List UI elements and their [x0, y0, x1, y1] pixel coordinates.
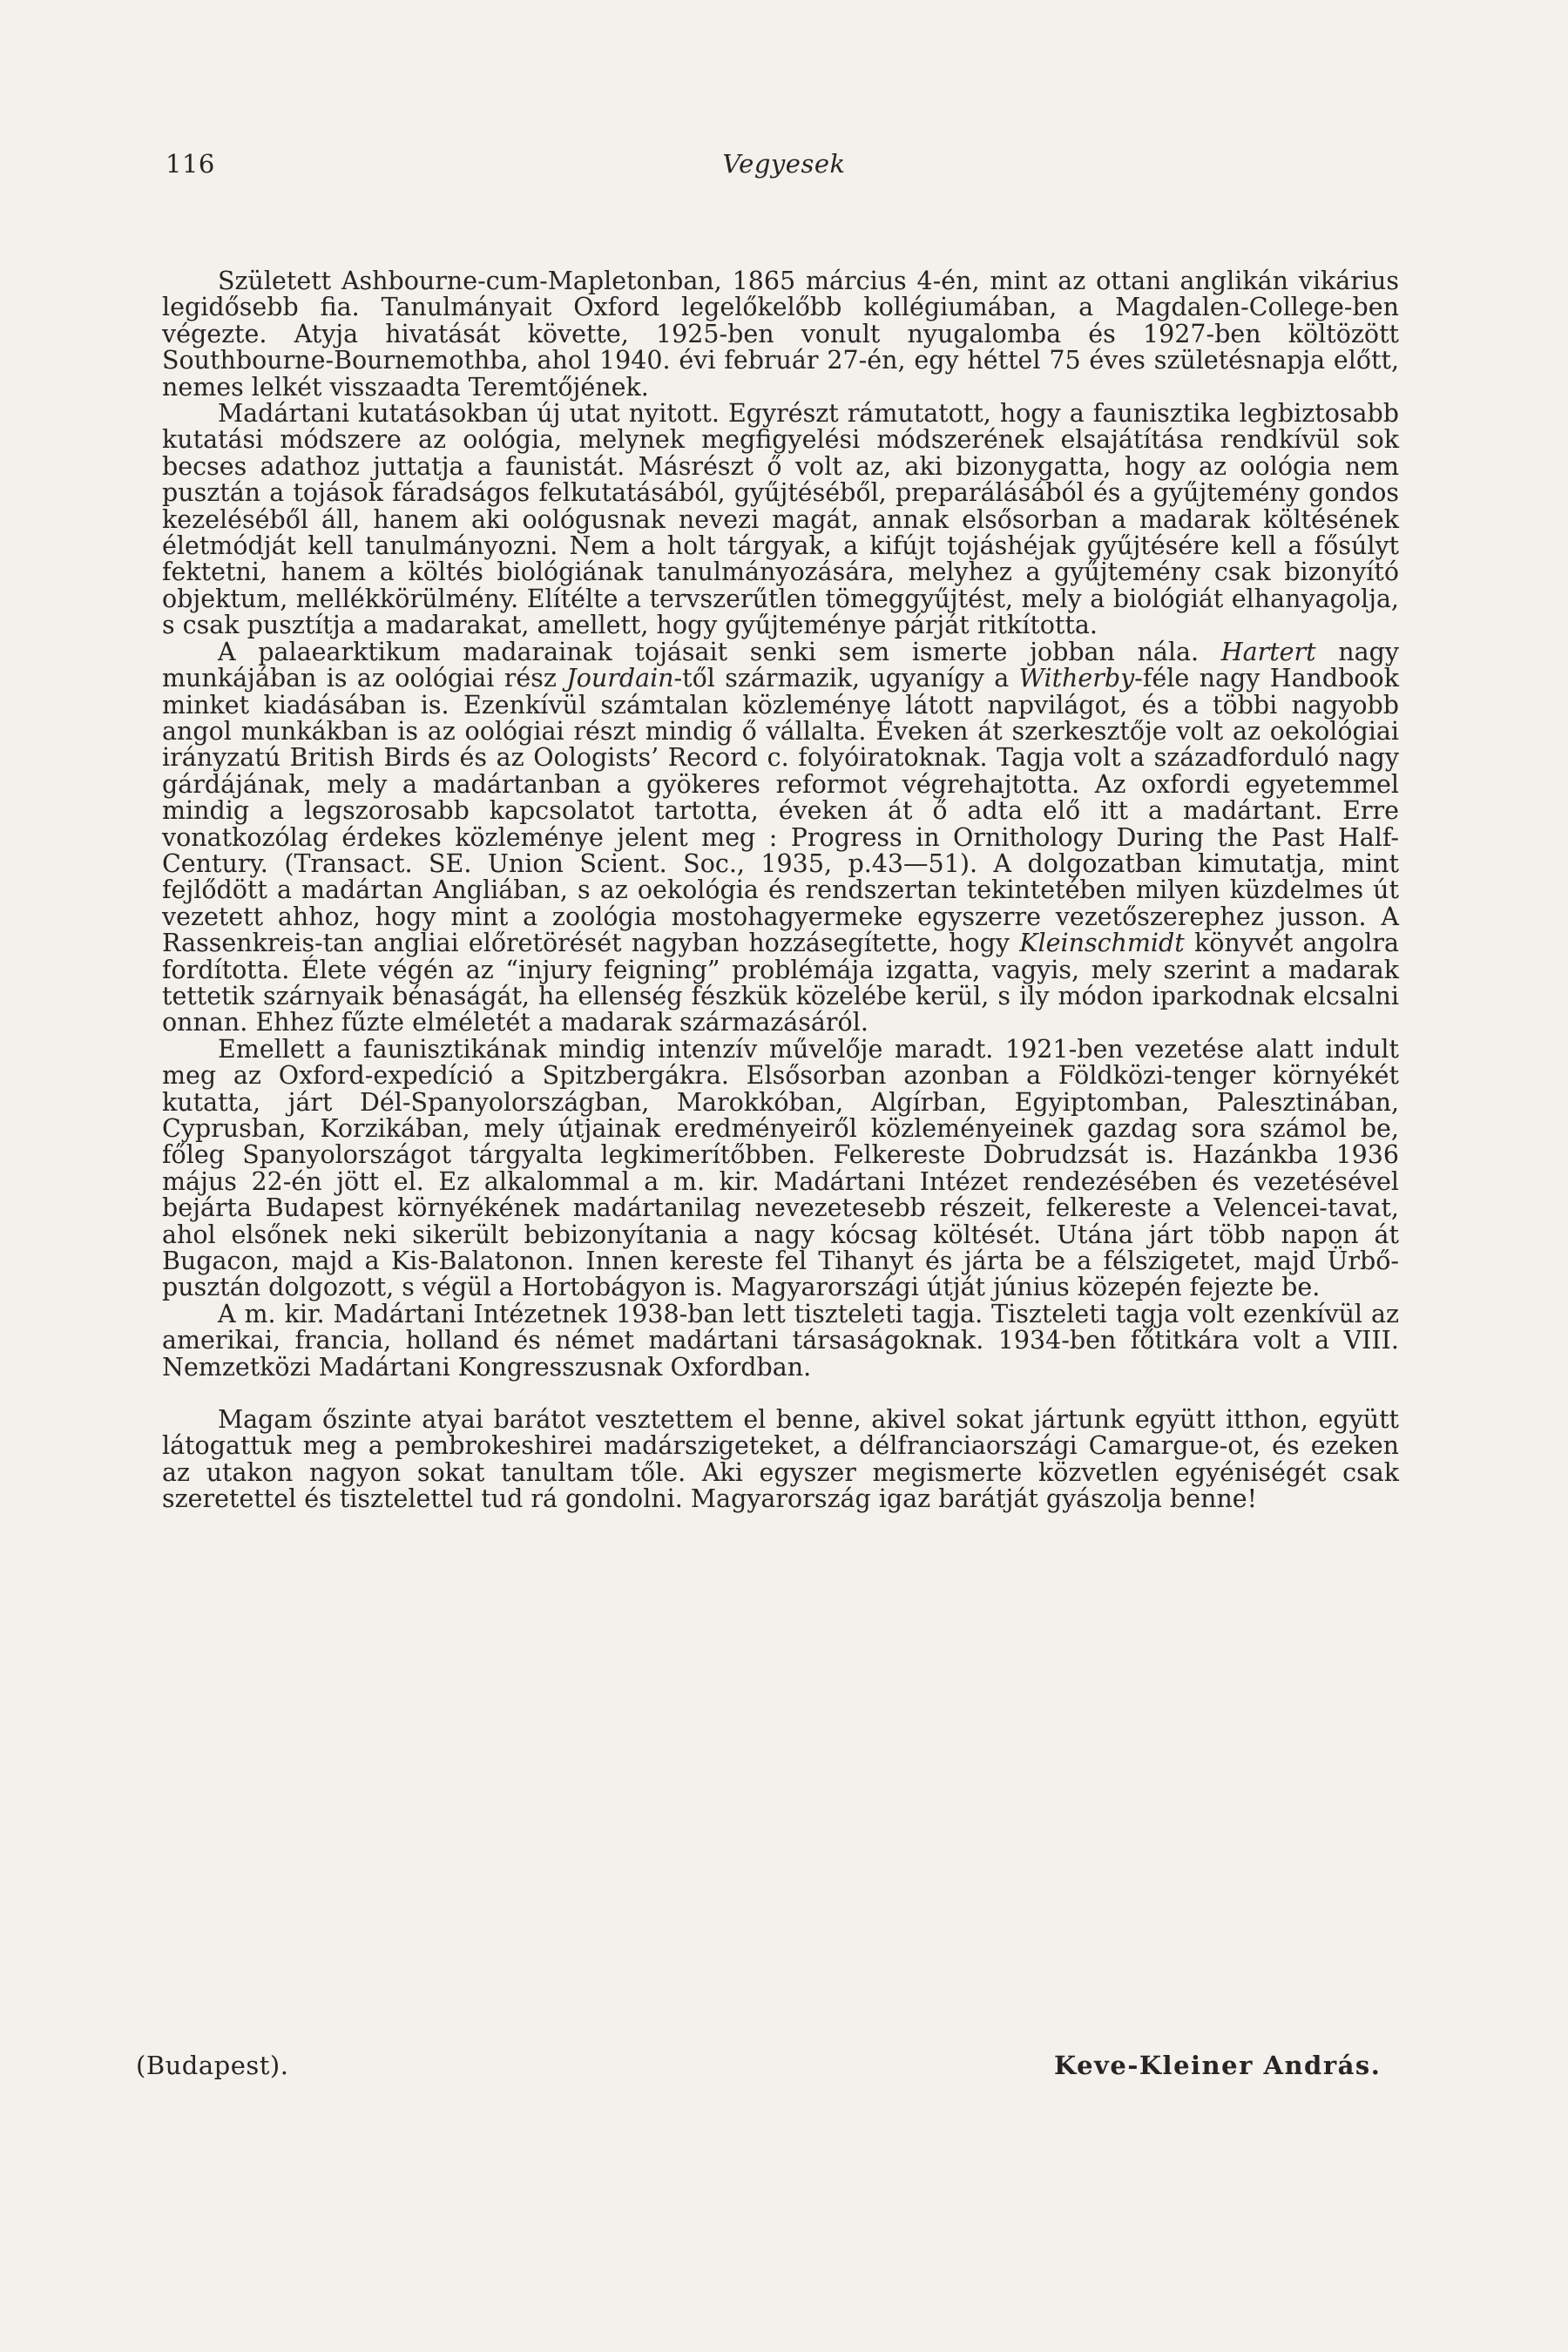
paragraph-1-text: Született Ashbourne-cum-Mapletonban, 1865 március 4-én, mint az ottani anglikán vikárius legidősebb fia. Tanulmányait Oxford legelőkelőbb kollégiumában, a Magdalen-College-ben végezte. Atyja hivatását követte, 1925-ben vonult nyugalomba és 1927-ben költözött Southbourne-Bournemothba, ahol 1940. évi február 27-én, egy héttel 75 éves születésnapja előtt, nemes lelkét visszaadta Teremtőjének.	[162, 267, 1399, 402]
paragraph-3-text: könyvét angolra fordította. Élete végén az “injury feigning” problémája izgatta, vagyis, mely szerint a madarak tettetik szárnyaik bénaságát, ha ellenség fészkük közelébe kerül, s ily módon iparkodnak elcsalni onnan. Ehhez fűzte elméletét a madarak származásáról.	[162, 929, 1399, 1037]
name-hartert: Hartert	[1220, 637, 1316, 666]
paragraph-4	[162, 1034, 1399, 1302]
running-title: Vegyesek	[722, 149, 846, 179]
paragraph-4-text: Emellett a faunisztikának mindig intenzív művelője maradt. 1921-ben vezetése alatt indult meg az Oxford-expedíció a Spitzbergákra. Elsősorban azonban a Földközi-tenger környékét kutatta, járt Dél-Spanyolországban, Marokkóban, Algírban, Egyiptomban, Palesztinában, Cyprusban, Korzikában, mely útjainak eredményeiről közleményeinek gazdag sora számol be, főleg Spanyolországot tárgyalta legkimerítőbben. Felkereste Dobrudzsát is. Hazánkba 1936 május 22-én jött el. Ez alkalommal a m. kir. Madártani Intézet rendezésében és vezetésével bejárta Budapest környékének madártanilag nevezetesebb részeit, felkereste a Velencei-tavat, ahol elsőnek neki sikerült bebizonyítania a nagy kócsag költését. Utána járt több napon át Bugacon, majd a Kis-Balatonon. Innen kereste fel Tihanyt és járta be a félszigetet, majd Ürbő-pusztán dolgozott, s végül a Hortobágyon is. Magyarországi útját június közepén fejezte be.	[162, 1034, 1399, 1302]
paragraph-3	[162, 639, 1399, 1037]
paragraph-3-text: -féle nagy Handbook minket kiadásában is. Ezenkívül számtalan közleménye látott napvilágot, és a többi nagyobb angol munkákban is az oológiai részt mindig ő vállalta. Éveken át szerkesztője volt az oekológiai irányzatú British Birds és az Oologists’ Record c. folyóiratoknak. Tagja volt a századforduló nagy gárdájának, mely a madártanban a gyökeres reformot végrehajtotta. Az oxfordi egyetemmel mindig a legszorosabb kapcsolatot tartotta, éveken át ő adta elő itt a madártant. Erre vonatkozólag érdekes közleménye jelent meg : Progress in Ornithology During the Past Half-Century. (Transact. SE. Union Scient. Soc., 1935, p.43—51). A dolgozatban kimutatja, mint fejlődött a madártan Angliában, s az oekológia és rendszertan tekintetében milyen küzdelmes út vezetett ahhoz, hogy mint a zoológia mostohagyermeke egyszerre vezetőszerephez jusson. A Rassenkreis-tan angliai előretörését nagyban hozzásegítette, hogy	[162, 664, 1399, 958]
paragraph-3-text: A palaearktikum madarainak tojásait senki sem ismerte jobban nála.	[218, 637, 1221, 666]
paragraph-2	[162, 401, 1399, 639]
name-jourdain: Jourdain	[566, 664, 674, 693]
paragraph-2-text: Madártani kutatásokban új utat nyitott. Egyrészt rámutatott, hogy a faunisztika legbiztosabb kutatási módszere az oológia, melynek megfigyelési módszerének elsajátítása rendkívül sok becses adathoz juttatja a faunistát. Másrészt ő volt az, aki bizonygatta, hogy az oológia nem pusztán a tojások fáradságos felkutatásából, gyűjtéséből, preparálásából és a gyűjtemény gondos kezeléséből áll, hanem aki oológusnak nevezi magát, annak elsősorban a madarak költésének életmódját kell tanulmányozni. Nem a holt tárgyak, a kifújt tojáshéjak gyűjtésére kell a fősúlyt fektetni, hanem a költés biológiának tanulmányozására, melyhez a gyűjtemény csak bizonyító objektum, mellékkörülmény. Elítélte a tervszerűtlen tömeggyűjtést, mely a biológiát elhanyagolja, s csak pusztítja a madarakat, amellett, hogy gyűjteménye párját ritkította.	[162, 399, 1399, 640]
body-text	[162, 268, 1399, 1513]
paragraph-5	[162, 1301, 1399, 1381]
paragraph-5-text: A m. kir. Madártani Intézetnek 1938-ban lett tiszteleti tagja. Tiszteleti tagja volt ezenkívül az amerikai, francia, holland és német madártani társaságoknak. 1934-ben főtitkára volt a VIII. Nemzetközi Madártani Kongresszusnak Oxfordban.	[162, 1299, 1399, 1382]
signature-row	[0, 2046, 1568, 2088]
paragraph-3-text: -től származik, ugyanígy a	[673, 664, 1019, 693]
name-kleinschmidt: Kleinschmidt	[1019, 929, 1185, 958]
page-number: 116	[166, 149, 215, 179]
paragraph-6-text: Magam őszinte atyai barátot vesztettem el benne, akivel sokat jártunk együtt itthon, együtt látogattuk meg a pembrokeshirei madárszigeteket, a délfranciaországi Camargue-ot, és ezeken az utakon nagyon sokat tanultam tőle. Aki egyszer megismerte közvetlen egyéniségét csak szeretettel és tisztelettel tud rá gondolni. Magyarország igaz barátját gyászolja benne!	[162, 1405, 1399, 1514]
page-header	[0, 146, 1568, 185]
paragraph-3-text: nagy munkájában is az oológiai rész	[162, 637, 1399, 693]
name-witherby: Witherby	[1018, 664, 1135, 693]
paragraph-1	[162, 268, 1399, 401]
signature-author: Keve-Kleiner András.	[1054, 2051, 1382, 2080]
signature-place: (Budapest).	[136, 2051, 289, 2080]
paragraph-6	[162, 1407, 1399, 1513]
